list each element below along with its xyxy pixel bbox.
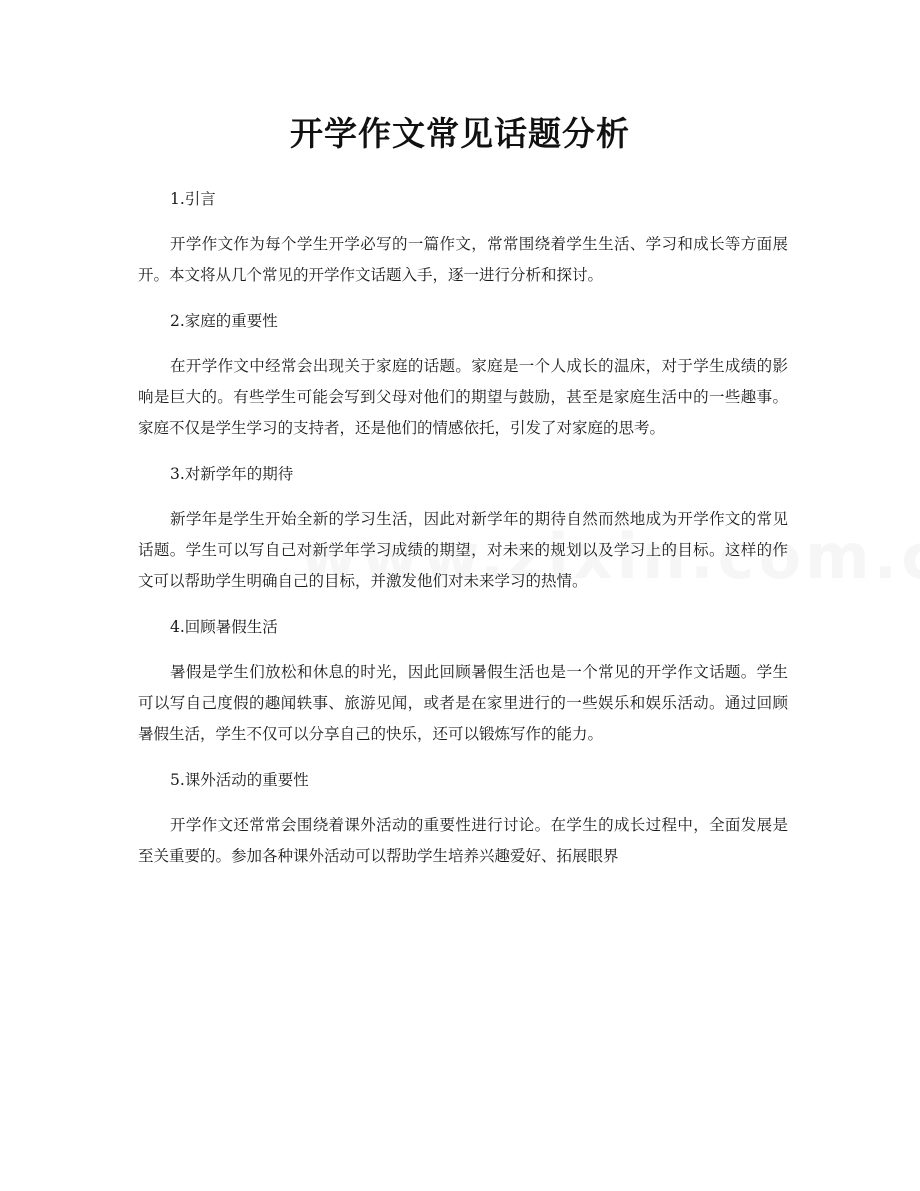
section-paragraph: 在开学作文中经常会出现关于家庭的话题。家庭是一个人成长的温床，对于学生成绩的影响是巨大的。有些学生可能会写到父母对他们的期望与鼓励，甚至是家庭生活中的一些趣事。家庭不仅是学生学习的支持者，还是他们的情感依托，引发了对家庭的思考。 bbox=[138, 357, 788, 437]
section-paragraph: 暑假是学生们放松和休息的时光，因此回顾暑假生活也是一个常见的开学作文话题。学生可以写自己度假的趣闻轶事、旅游见闻，或者是在家里进行的一些娱乐和娱乐活动。通过回顾暑假生活，学生不仅可以分享自己的快乐，还可以锻炼写作的能力。 bbox=[138, 663, 788, 743]
section-family bbox=[138, 306, 788, 444]
section-heading: 1.引言 bbox=[170, 190, 216, 208]
section-summer bbox=[138, 612, 788, 750]
section-paragraph: 开学作文作为每个学生开学必写的一篇作文，常常围绕着学生生活、学习和成长等方面展开。本文将从几个常见的开学作文话题入手，逐一进行分析和探讨。 bbox=[138, 235, 788, 284]
section-paragraph: 开学作文还常常会围绕着课外活动的重要性进行讨论。在学生的成长过程中，全面发展是至关重要的。参加各种课外活动可以帮助学生培养兴趣爱好、拓展眼界 bbox=[138, 816, 788, 865]
section-heading: 3.对新学年的期待 bbox=[170, 465, 294, 483]
document-title: 开学作文常见话题分析 bbox=[290, 114, 630, 153]
section-heading: 4.回顾暑假生活 bbox=[170, 618, 278, 636]
section-heading: 2.家庭的重要性 bbox=[170, 312, 278, 330]
section-paragraph: 新学年是学生开始全新的学习生活，因此对新学年的期待自然而然地成为开学作文的常见话题。学生可以写自己对新学年学习成绩的期望，对未来的规划以及学习上的目标。这样的作文可以帮助学生明确自己的目标，并激发他们对未来学习的热情。 bbox=[138, 510, 788, 590]
section-extracurricular bbox=[138, 765, 788, 872]
document-body bbox=[138, 184, 788, 887]
section-introduction bbox=[138, 184, 788, 291]
section-heading: 5.课外活动的重要性 bbox=[170, 771, 309, 789]
section-new-year bbox=[138, 459, 788, 597]
